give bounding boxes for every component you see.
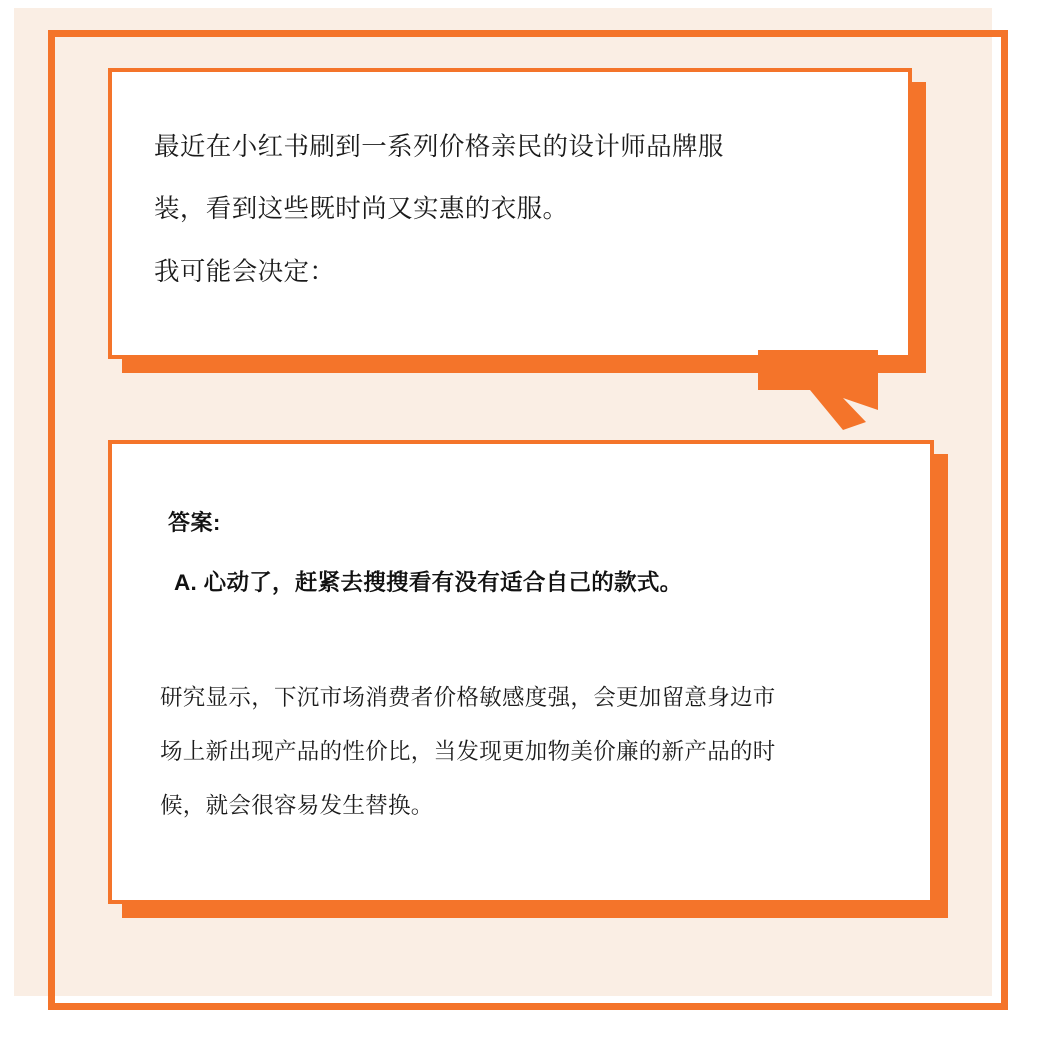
question-line-3: 我可能会决定： — [154, 257, 336, 286]
answer-card-panel — [108, 440, 934, 904]
answer-body-line-1: 研究显示，下沉市场消费者价格敏感度强，会更加留意身边市 — [160, 685, 776, 710]
question-text — [112, 72, 908, 303]
speech-tail-icon — [748, 350, 888, 430]
answer-card — [108, 440, 948, 918]
answer-option-a: A. 心动了，赶紧去搜搜看有没有适合自己的款式。 — [174, 570, 683, 595]
question-bubble-panel — [108, 68, 912, 359]
question-bubble — [108, 68, 926, 373]
question-line-2: 装，看到这些既时尚又实惠的衣服。 — [154, 195, 569, 224]
question-line-1: 最近在小红书刷到一系列价格亲民的设计师品牌服 — [154, 133, 724, 161]
answer-body-line-2: 场上新出现产品的性价比，当发现更加物美价廉的新产品的时 — [160, 739, 776, 764]
answer-explanation — [160, 671, 882, 833]
answer-label: 答案: — [168, 510, 221, 535]
answer-body-line-3: 候，就会很容易发生替换。 — [160, 793, 434, 818]
